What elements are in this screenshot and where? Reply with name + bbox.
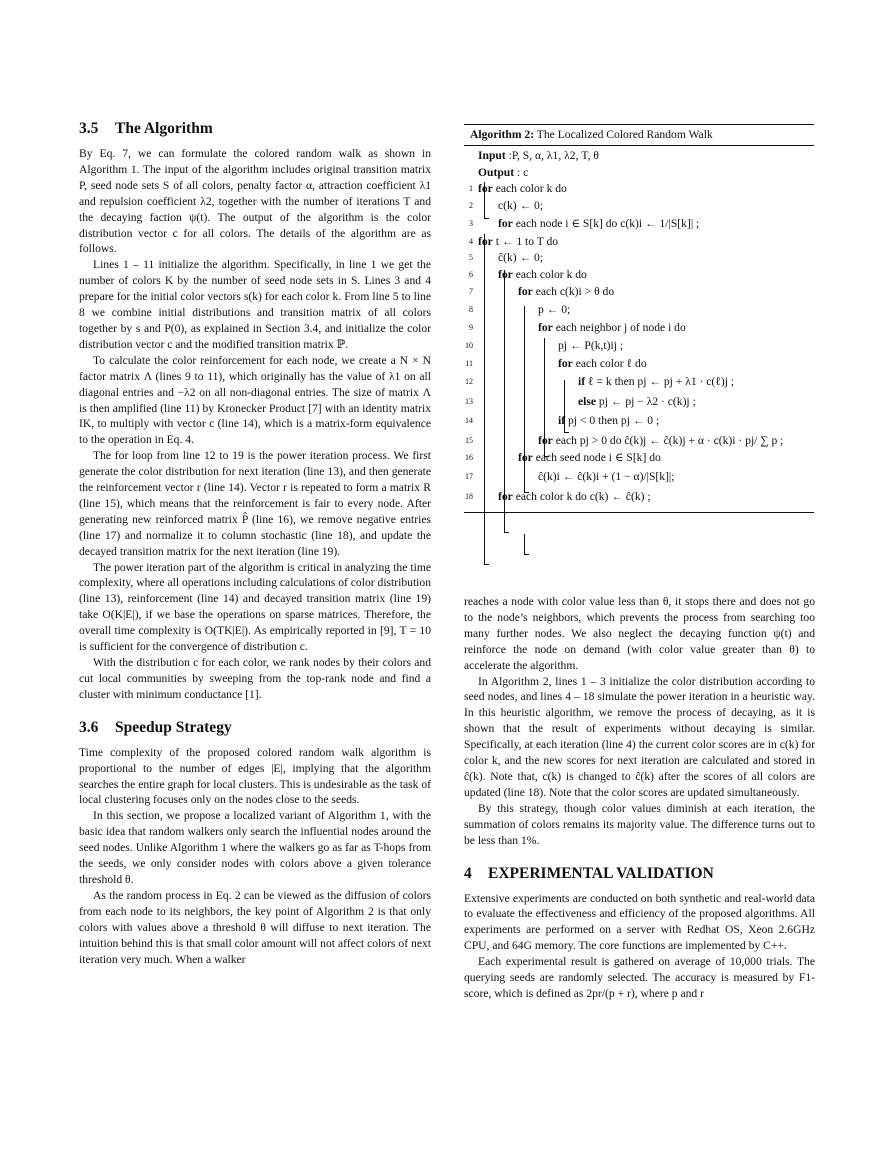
section-heading-3-6 [79, 717, 431, 739]
keyword: for [498, 489, 513, 503]
section-number: 3.6 [79, 718, 99, 736]
keyword: for [478, 182, 493, 196]
code-text: :P, S, α, λ1, λ2, T, θ [505, 149, 599, 162]
algorithm-line [464, 336, 814, 356]
keyword: else [578, 394, 597, 408]
paragraph: By this strategy, though color values diminish at each iteration, the summation of colors remains its majority value. The difference turns out to be less than 1%. [464, 801, 815, 847]
code-text: ℓ = k then pj ← pj + λ1 · c(ℓ)j ; [585, 375, 735, 389]
algorithm-line [464, 372, 814, 392]
line-number: 7 [469, 286, 473, 296]
section-heading-3-5 [79, 118, 431, 140]
keyword: for [498, 217, 513, 231]
line-number: 18 [465, 491, 473, 501]
line-number: 4 [469, 236, 473, 246]
code-text: each pj > 0 do ĉ(k)j ← ĉ(k)j + α · c(k)i · pj/ ∑ p ; [552, 433, 784, 447]
paragraph: The power iteration part of the algorithm is critical in analyzing the time complexity, where all operations including calculations of color distribution (line 13), reinforcement (line 14) and decayed transition matrix (line 19) take O(K|E|), if we base the operations on sparse matrices. Therefore, the overall time complexity is O(TK|E|). As empirically reported in [9], T = 10 is sufficient for the convergence of distribution c. [79, 560, 431, 654]
scope-bar [544, 338, 549, 457]
line-number: 6 [469, 270, 473, 280]
line-number: 8 [469, 305, 473, 315]
algorithm-line [464, 487, 814, 507]
paragraph: Lines 1 – 11 initialize the algorithm. Specifically, in line 1 we get the number of colors K by the number of seed node sets in S. Lines 3 and 4 prepare for the initial color vectors s(k) for each color k. From line 5 to line 8 we combine initial distributions and transition matrix of all colors together by s and P(0), as explained in Section 3.4, and initialize the color distribution vector c and the modified transition matrix ℙ. [79, 258, 431, 351]
keyword: for [538, 433, 553, 447]
line-number: 13 [465, 396, 473, 406]
algorithm-code [558, 411, 659, 431]
algorithm-line [464, 250, 814, 267]
algorithm-code [538, 467, 674, 487]
algorithm-code [498, 214, 699, 234]
algorithm-box [464, 124, 814, 513]
algorithm-line [464, 148, 814, 165]
paragraph: In this section, we propose a localized variant of Algorithm 1, with the basic idea that random walkers only search the influential nodes around the seed nodes. Unlike Algorithm 1 where the walkers go as far as T-hops from the seeds, we only consider nodes with colors above a given tolerance threshold θ. [79, 809, 431, 886]
keyword: for [498, 268, 513, 282]
line-number: 17 [465, 472, 473, 482]
code-text: : c [514, 165, 529, 179]
scope-bar [484, 182, 489, 219]
algorithm-code [538, 431, 783, 451]
scope-bar [484, 234, 489, 565]
algorithm-line [464, 284, 814, 301]
code-text: pj < 0 then pj ← 0 ; [565, 414, 660, 428]
algorithm-code [518, 284, 614, 301]
code-text: each color ℓ do [572, 356, 647, 370]
paragraph: reaches a node with color value less than θ, it stops there and does not go to the node’s neighbors, which prevents the process from searching too many further nodes. We also neglect the decaying function ψ(t) and reinforce the node on demand (with color value greater than θ) to accelerate the algorithm. [464, 595, 815, 672]
paragraph: As the random process in Eq. 2 can be viewed as the diffusion of colors from each node to its neighbors, the key point of Algorithm 2 is that only colors with values above a threshold θ will diffuse to next iteration. The intuition behind this is that small color amount will not affect colors of next iteration very much. When a walker [79, 888, 431, 966]
algorithm-code [498, 487, 651, 507]
algorithm-line [464, 165, 814, 182]
algorithm-code [578, 392, 696, 412]
paragraph: The for loop from line 12 to 19 is the power iteration process. We first generate the color distribution for next iteration (line 13), and then generate the reinforcement vector r (line 14). Vector r is repeated to form a matrix R (line 15), which means that the reinforcement is fair to every node. After generating new reinforced matrix P̂ (line 16), we remove negative entries (line 17) and normalize it to column stochastic (line 18), and update the decayed transition matrix for the next iteration (line 19). [79, 449, 431, 558]
code-text: each color k do [512, 268, 587, 282]
algorithm-code [478, 181, 567, 198]
line-number: 1 [469, 184, 473, 194]
paragraph: Each experimental result is gathered on average of 10,000 trials. The querying seeds are randomly selected. The accuracy is measured by F1-score, which is defined as 2pr/(p + r), where p and r [464, 955, 815, 1000]
algorithm-line [464, 392, 814, 412]
paragraph: By Eq. 7, we can formulate the colored random walk as shown in Algorithm 1. The input of the algorithm includes original transition matrix P, seed node sets S of all colors, penalty factor α, attraction coefficient λ1 and repulsion coefficient λ2, together with the number of iterations T and the decaying faction ψ(t). The output of the algorithm is the color distribution vector c for all colors. The details of the algorithm are as follows. [79, 147, 431, 256]
code-text: t ← 1 to T do [492, 234, 559, 248]
code-text: p ← 0; [538, 303, 571, 317]
code-text: pj ← P(k,t)ij ; [558, 339, 624, 353]
left-column [79, 118, 431, 967]
keyword: Output [478, 165, 515, 179]
algorithm-code [498, 267, 587, 284]
algorithm-line [464, 181, 814, 198]
algorithm-line [464, 467, 814, 487]
algorithm-line [464, 450, 814, 467]
algorithm-code [578, 372, 734, 392]
paragraph: In Algorithm 2, lines 1 – 3 initialize the color distribution according to seed nodes, and lines 4 – 18 simulate the power iteration in a heuristic way. In this heuristic algorithm, we remove the process of decaying, as it is shown that the result of experiments without decaying is similar. Specifically, at each iteration (line 4) the current color scores are in c(k) for color k, and the new scores for next iteration are calculated and stored in ĉ(k). Note that, c(k) is changed to ĉ(k) after the scores of all colors are updated (line 18). Note that the color scores are updated simultaneously. [464, 674, 815, 799]
algorithm-body [464, 146, 814, 513]
section-number: 3.5 [79, 120, 99, 137]
line-number: 9 [469, 322, 473, 332]
code-text: c(k) ← 0; [498, 198, 544, 212]
keyword: for [558, 356, 573, 370]
code-text: pj ← pj − λ2 · c(k)j ; [596, 394, 696, 408]
code-text: each node i ∈ S[k] do c(k)i ← 1/|S[k]| ; [512, 217, 700, 231]
scope-bar [524, 306, 529, 493]
algorithm-label: Algorithm 2: [470, 128, 535, 141]
scope-bar [504, 270, 509, 533]
paragraph: Time complexity of the proposed colored random walk algorithm is proportional to the number of edges |E|, implying that the algorithm searches the entire graph for local clusters. This is undesirable as the task of local clustering focuses only on the nodes close to the seeds. [79, 745, 431, 807]
section-title: Speedup Strategy [115, 718, 232, 736]
paragraph: Extensive experiments are conducted on both synthetic and real-world data to evaluate the effectiveness and efficiency of the proposed algorithms. All experiments are performed on a server with Redhat OS, Xeon 2.6GHz CPU, and 64G memory. The core functions are implemented by C++. [464, 891, 815, 953]
section-title: The Algorithm [115, 120, 213, 137]
code-text: each color k do [492, 182, 567, 196]
keyword: for [518, 451, 533, 465]
code-text: ĉ(k)i ← ĉ(k)i + (1 − α)/|S[k]|; [538, 470, 675, 484]
paragraph: To calculate the color reinforcement for each node, we create a N × N factor matrix Λ (lines 9 to 11), which originally has the value of λ1 on all diagonal entries and −λ2 on all non-diagonal entries. The size of matrix Λ is then amplified (line 11) by Kronecker Product [7] with an identity matrix IK, to multiply with vector c (line 14), which is a matrix-form equivalence to the operation in Eq. 4. [79, 353, 431, 447]
algorithm-code [498, 250, 543, 267]
line-number: 3 [469, 219, 473, 229]
algorithm-line [464, 431, 814, 451]
algorithm-line [464, 320, 814, 337]
algorithm-code [478, 148, 599, 165]
algorithm-code [478, 165, 528, 182]
keyword: if [578, 375, 586, 389]
section-number: 4 [464, 864, 472, 882]
right-column [464, 594, 815, 1002]
algorithm-line [464, 198, 814, 215]
section-heading-4 [464, 863, 815, 885]
algorithm-line [464, 234, 814, 251]
scope-bar [564, 380, 569, 433]
algorithm-code [538, 320, 686, 337]
algorithm-code [558, 356, 647, 373]
paragraph: With the distribution c for each color, we rank nodes by their colors and cut local communities by sweeping from the top-rank node and find a cluster with minimum conductance [1]. [79, 656, 431, 701]
algorithm-line [464, 214, 814, 234]
keyword: if [558, 414, 566, 428]
keyword: Input [478, 149, 506, 162]
algorithm-caption [464, 125, 814, 146]
algorithm-line [464, 411, 814, 431]
line-number: 11 [465, 358, 473, 368]
code-text: each seed node i ∈ S[k] do [532, 451, 661, 465]
algorithm-code [518, 450, 661, 467]
algorithm-line [464, 356, 814, 373]
algorithm-line [464, 300, 814, 320]
code-text: each c(k)i > θ do [532, 284, 615, 298]
algorithm-code [558, 336, 623, 356]
line-number: 15 [465, 435, 473, 445]
line-number: 10 [465, 341, 473, 351]
line-number: 12 [465, 377, 473, 387]
code-text: ĉ(k) ← 0; [498, 251, 544, 265]
keyword: for [478, 234, 493, 248]
keyword: for [518, 284, 533, 298]
line-number: 2 [469, 200, 473, 210]
algorithm-code [478, 234, 558, 251]
algorithm-line [464, 267, 814, 284]
line-number: 14 [465, 416, 473, 426]
line-number: 16 [465, 453, 473, 463]
keyword: for [538, 320, 553, 334]
algorithm-code [498, 198, 543, 215]
line-number: 5 [469, 253, 473, 263]
algorithm-code [538, 300, 570, 320]
algorithm-title: The Localized Colored Random Walk [536, 128, 713, 141]
code-text: each neighbor j of node i do [552, 320, 686, 334]
scope-bar [524, 534, 529, 555]
code-text: each color k do c(k) ← ĉ(k) ; [512, 489, 651, 503]
section-title: EXPERIMENTAL VALIDATION [488, 864, 714, 882]
